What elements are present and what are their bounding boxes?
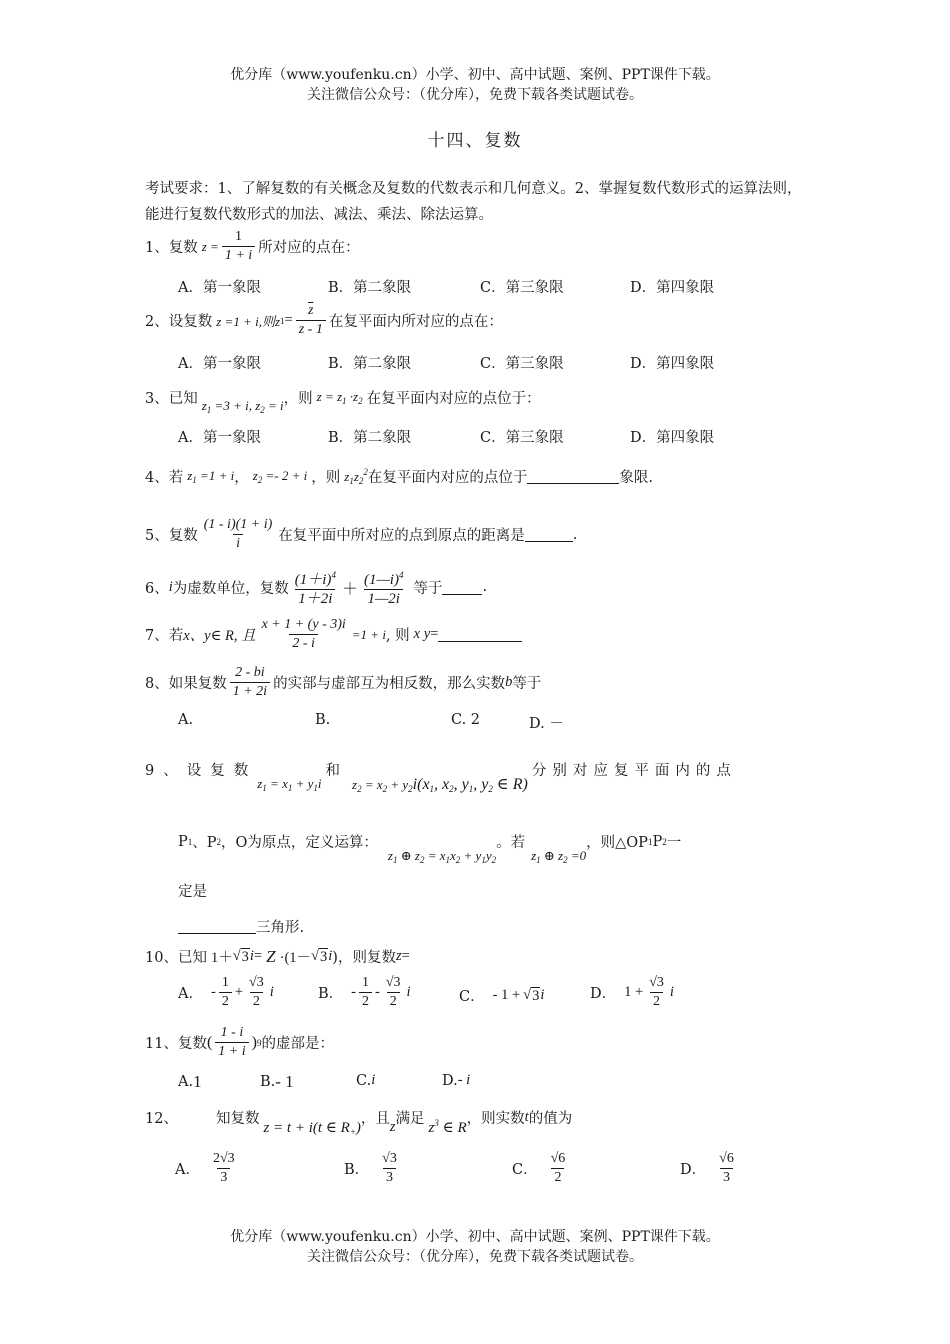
q3-option-d: D．第四象限: [630, 430, 715, 446]
q1-option-d: D．第四象限: [630, 280, 715, 296]
page-title: 十四、复数: [427, 131, 523, 151]
q1-option-c: C．第三象限: [480, 280, 564, 296]
q8-fraction: $\frac{2 - bi}{1 + 2i}$: [230, 664, 270, 701]
question-1: 1、复数 z = $\frac{1}{1 + i}$ 所对应的点在：: [145, 229, 360, 263]
question-2: 2、设复数 z =1 + i,则z 1 = $\frac{\overline{z}}{z - 1}$ 在复平面内所对应的点在：: [145, 303, 503, 337]
footer-line-1: 优分库（www.youfenku.cn）小学、初中、高中试题、案例、PPT课件下载。: [230, 1229, 720, 1245]
question-9-line-4: 三角形.: [178, 916, 304, 937]
q10-option-a: A． - $\frac{1}{2}$ + $\frac{√3}{2}$ i: [178, 975, 274, 1009]
q10-option-d: D． 1 + $\frac{√3}{2}$ i: [590, 975, 674, 1009]
q8-option-c: C. 2: [451, 712, 481, 728]
header-line-2: 关注微信公众号：（优分库），免费下载各类试题试卷。: [307, 87, 643, 103]
q5-answer-blank[interactable]: [525, 527, 573, 542]
q10-option-b: B． - $\frac{1}{2}$ - $\frac{√3}{2}$ i: [318, 975, 411, 1009]
q11-option-a: A. 1: [178, 1072, 202, 1091]
q5-fraction: $\frac{(1 - i)(1 + i)}{i}$: [203, 517, 273, 551]
q12-option-d: D． $\frac{√6}{3}$: [680, 1151, 734, 1185]
q6-fraction-2: $\frac{(1—i)^4}{1—2i}$: [363, 570, 404, 607]
q7-answer-blank[interactable]: [438, 627, 522, 642]
q2-option-a: A．第一象限: [178, 356, 261, 372]
question-8: 8、如果复数 $\frac{2 - bi}{1 + 2i}$ 的实部与虚部互为相反数，那么实数 b 等于: [145, 665, 542, 699]
q6-answer-blank[interactable]: [442, 580, 482, 595]
footer-line-2: 关注微信公众号：（优分库），免费下载各类试题试卷。: [307, 1249, 643, 1265]
question-9-line-3: 定是: [178, 884, 207, 900]
q11-option-d: D. - i: [442, 1072, 471, 1089]
q11-fraction: $\frac{1 - i}{1 + i}$: [215, 1024, 248, 1061]
q11-option-b: B. - 1: [260, 1072, 294, 1091]
q6-fraction-1: $\frac{(1+i)^4}{1+2i}$: [294, 570, 336, 607]
exam-requirement: 考试要求：1、了解复数的有关概念及复数的代数表示和几何意义。2、掌握复数代数形式的运算法则，能进行复数代数形式的加法、减法、乘法、除法运算。: [145, 181, 802, 223]
q3-option-c: C．第三象限: [480, 430, 564, 446]
q2-option-c: C．第三象限: [480, 356, 564, 372]
q9-answer-blank[interactable]: [178, 919, 256, 934]
q8-option-b: B.: [315, 712, 331, 728]
q12-option-c: C． $\frac{√6}{2}$: [512, 1151, 566, 1185]
question-9-line-2: P 1 、P 2 ，O为原点，定义运算： $z_1$ ⊕ $z_2 = x_1x_2 + y_1y_2$ 。若 $z_1$ ⊕ $z_2 =0$ ，则△OP 1 P 2 一: [178, 833, 682, 865]
question-9: 9、设复数 $z_1 = x_1 + y_1i$ 和 $z_2 = x_2 + y_2i(x_1$, $x_2$, $y_1$, $y_2$ ∈ R) 分别对应复平面内的点: [145, 762, 737, 794]
q3-option-b: B．第二象限: [328, 430, 412, 446]
question-7: 7、若 x、y∈ R, 且 $\frac{x + 1 + (y - 3)i}{2 - i}$ =1 + i , 则 x y =: [145, 616, 522, 653]
q3-option-a: A．第一象限: [178, 430, 261, 446]
q2-option-b: B．第二象限: [328, 356, 412, 372]
q1-option-a: A．第一象限: [178, 280, 261, 296]
q8-option-a: A.: [178, 712, 194, 728]
q12-option-b: B． $\frac{√3}{3}$: [344, 1151, 397, 1185]
question-5: 5、复数 $\frac{(1 - i)(1 + i)}{i}$ 在复平面中所对应的点到原点的距离是 .: [145, 517, 578, 551]
q11-option-c: C. i: [356, 1072, 376, 1089]
q2-fraction: $\frac{\overline{z}}{z - 1}$: [296, 302, 326, 339]
q4-answer-blank[interactable]: [527, 469, 619, 484]
question-6: 6、 i 为虚数单位，复数 $\frac{(1+i)^4}{1+2i}$ ＋ $\frac{(1—i)^4}{1—2i}$ 等于 .: [145, 566, 487, 608]
q7-fraction: $\frac{x + 1 + (y - 3)i}{2 - i}$: [261, 617, 346, 651]
q8-option-d: D. －: [529, 716, 564, 732]
question-3: 3、已知 $z_1 =3 + i$, $z_2 = i$ ，则 $z = z_1 \cdot z_2$ 在复平面内对应的点位于：: [145, 389, 541, 415]
question-10: 10、已知 1＋ √ 3 i = Z ·(1－ √ 3 i )，则复数 z =: [145, 946, 410, 966]
q10-option-c: C． - 1 + √ 3 i: [459, 987, 545, 1005]
q1-option-b: B．第二象限: [328, 280, 412, 296]
question-4: 4、若 $z_1 =1 + i$ ， $z_2 =- 2 + i$ ，则 $z_1z_2^2$ 在复平面内对应的点位于 象限.: [145, 467, 654, 486]
q1-fraction: $\frac{1}{1 + i}$: [222, 228, 255, 265]
q2-option-d: D．第四象限: [630, 356, 715, 372]
question-11: 11、复数 ( $\frac{1 - i}{1 + i}$ ) 9 的虚部是：: [145, 1025, 334, 1059]
header-line-1: 优分库（www.youfenku.cn）小学、初中、高中试题、案例、PPT课件下载。: [230, 67, 720, 83]
question-12: 12、 知复数 z = t + i(t ∈ $R_+$) ，且 z 满足 $z^3$ ∈ R ，则实数 t 的值为: [145, 1109, 573, 1137]
q12-option-a: A． $\frac{2√3}{3}$: [175, 1151, 235, 1185]
